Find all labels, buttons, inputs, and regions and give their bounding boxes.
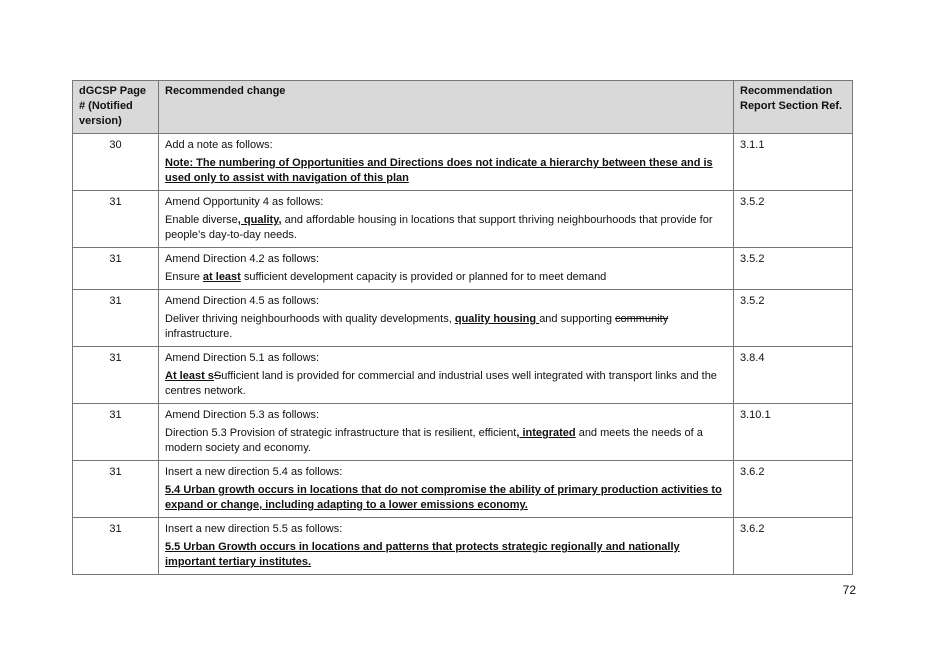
change-detail	[165, 156, 727, 186]
ref-cell: 3.6.2	[734, 461, 853, 518]
deleted-text: community	[615, 313, 669, 325]
page-cell: 31	[73, 290, 159, 347]
table-row	[73, 290, 853, 347]
detail-text: ufficient land is provided for commercial and industrial uses well integrated with transport links and the centres network.	[165, 370, 717, 397]
change-cell	[159, 347, 734, 404]
change-detail	[165, 426, 727, 456]
change-detail	[165, 540, 727, 570]
table-row	[73, 404, 853, 461]
change-intro: Add a note as follows:	[165, 139, 273, 151]
page-cell: 31	[73, 248, 159, 290]
change-intro: Amend Opportunity 4 as follows:	[165, 196, 324, 208]
detail-text: Ensure	[165, 271, 203, 283]
change-cell	[159, 404, 734, 461]
table-row	[73, 518, 853, 575]
change-cell	[159, 248, 734, 290]
ref-cell: 3.5.2	[734, 248, 853, 290]
change-intro: Amend Direction 5.1 as follows:	[165, 352, 320, 364]
change-cell	[159, 290, 734, 347]
header-page: dGCSP Page # (Notified version)	[73, 81, 159, 134]
detail-text: and affordable housing in locations that support thriving neighbourhoods that provide for people’s day-to-day needs.	[165, 214, 713, 241]
change-intro: Insert a new direction 5.5 as follows:	[165, 523, 343, 535]
recommendations-table	[72, 80, 853, 575]
table-row	[73, 134, 853, 191]
change-cell	[159, 518, 734, 575]
change-detail	[165, 270, 727, 285]
detail-text: sufficient development capacity is provided or planned for to meet demand	[240, 271, 607, 283]
detail-text: Direction 5.3 Provision of strategic infrastructure that is resilient, efficient	[165, 427, 517, 439]
inserted-text: 5.4 Urban growth occurs in locations that do not compromise the ability of primary production activities to expand or change, including adapting to a lower emissions economy.	[165, 484, 722, 511]
detail-text: and meets the needs of a modern society and economy.	[165, 427, 703, 454]
ref-cell: 3.6.2	[734, 518, 853, 575]
header-change: Recommended change	[159, 81, 734, 134]
change-cell	[159, 461, 734, 518]
change-intro: Amend Direction 4.2 as follows:	[165, 253, 320, 265]
change-detail	[165, 312, 727, 342]
detail-text: Deliver thriving neighbourhoods with quality developments,	[165, 313, 455, 325]
inserted-text: 5.5 Urban Growth occurs in locations and patterns that protects strategic regionally and nationally important tertiary institutes.	[165, 541, 680, 568]
page-cell: 31	[73, 461, 159, 518]
change-detail	[165, 483, 727, 513]
page-cell: 31	[73, 404, 159, 461]
inserted-text: quality housing	[454, 313, 540, 325]
header-ref: Recommendation Report Section Ref.	[734, 81, 853, 134]
table-row	[73, 248, 853, 290]
table-row	[73, 191, 853, 248]
change-intro: Amend Direction 4.5 as follows:	[165, 295, 320, 307]
inserted-text: At least s	[165, 370, 214, 382]
ref-cell: 3.1.1	[734, 134, 853, 191]
inserted-text: , quality,	[237, 214, 282, 226]
table-row	[73, 347, 853, 404]
inserted-text: Note: The numbering of Opportunities and Directions does not indicate a hierarchy between these and is used only to assist with navigation of this plan	[165, 157, 713, 184]
change-intro: Amend Direction 5.3 as follows:	[165, 409, 320, 421]
change-detail	[165, 369, 727, 399]
inserted-text: at least	[202, 271, 241, 283]
detail-text: infrastructure.	[165, 328, 233, 340]
ref-cell: 3.10.1	[734, 404, 853, 461]
page-cell: 30	[73, 134, 159, 191]
inserted-text: , integrated	[516, 427, 576, 439]
ref-cell: 3.8.4	[734, 347, 853, 404]
page-number: 72	[842, 583, 856, 597]
page-cell: 31	[73, 191, 159, 248]
table-row	[73, 461, 853, 518]
table-header-row	[73, 81, 853, 134]
change-intro: Insert a new direction 5.4 as follows:	[165, 466, 343, 478]
detail-text: Enable diverse	[165, 214, 238, 226]
ref-cell: 3.5.2	[734, 290, 853, 347]
page-cell: 31	[73, 518, 159, 575]
change-cell	[159, 191, 734, 248]
page-cell: 31	[73, 347, 159, 404]
change-detail	[165, 213, 727, 243]
detail-text: and supporting	[539, 313, 616, 325]
change-cell	[159, 134, 734, 191]
ref-cell: 3.5.2	[734, 191, 853, 248]
deleted-text: S	[213, 370, 222, 382]
